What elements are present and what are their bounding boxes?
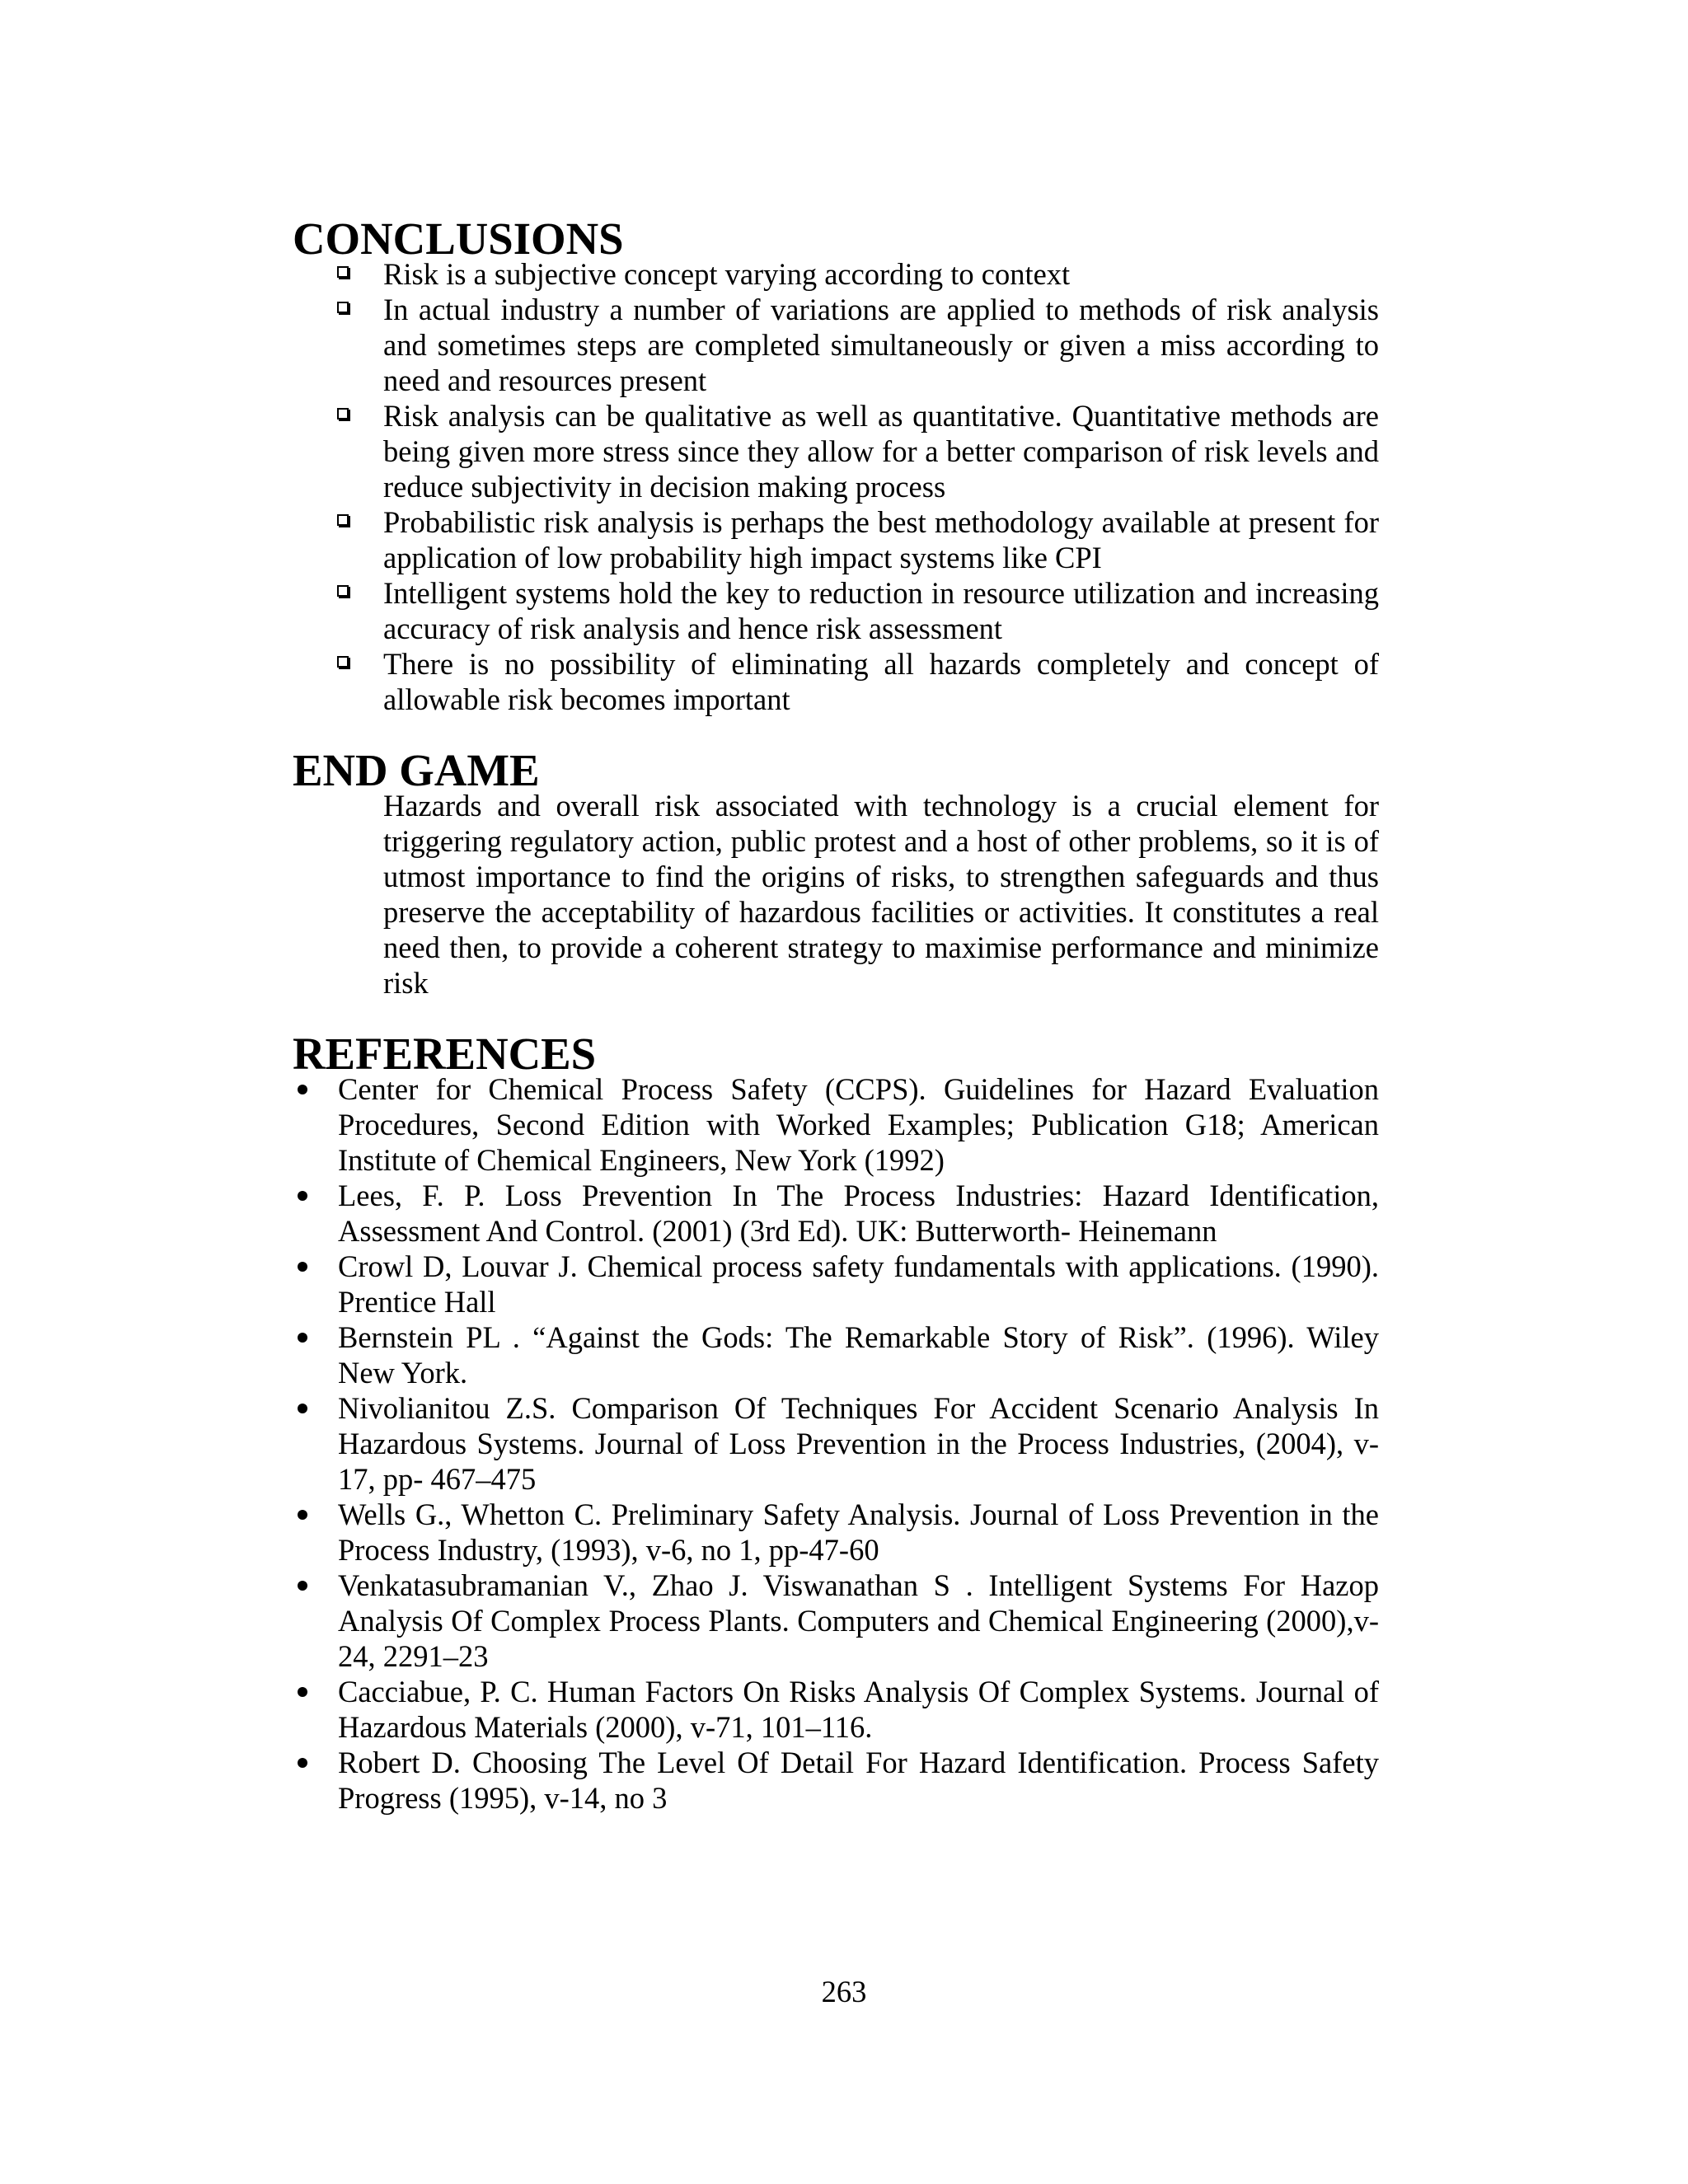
- bullet-icon: [298, 1191, 307, 1201]
- reference-text: Lees, F. P. Loss Prevention In The Process Industries: Hazard Identification, Assessment And Control. (2001) (3rd Ed). UK: Butterworth- Heinemann: [338, 1179, 1379, 1248]
- reference-item: [338, 1674, 1379, 1745]
- reference-text: Cacciabue, P. C. Human Factors On Risks Analysis Of Complex Systems. Journal of Hazardous Materials (2000), v-71, 101–116.: [338, 1675, 1379, 1744]
- page-content: [293, 213, 1379, 1816]
- reference-item: [338, 1249, 1379, 1319]
- bullet-icon: [298, 1085, 307, 1094]
- checkbox-icon: [337, 266, 349, 278]
- list-item: [383, 504, 1379, 575]
- bullet-icon: [298, 1404, 307, 1413]
- end-game-section: [293, 745, 1379, 1001]
- bullet-icon: [298, 1333, 307, 1343]
- reference-item: [338, 1568, 1379, 1674]
- checkbox-icon: [337, 514, 349, 526]
- end-game-heading: END GAME: [293, 745, 540, 795]
- list-item-text: In actual industry a number of variations are applied to methods of risk analysis and sometimes steps are completed simultaneously or given a miss according to need and resources present: [383, 293, 1379, 397]
- reference-text: Bernstein PL . “Against the Gods: The Remarkable Story of Risk”. (1996). Wiley New York.: [338, 1320, 1379, 1390]
- conclusions-section: [293, 213, 1379, 717]
- bullet-icon: [298, 1581, 307, 1591]
- reference-item: [338, 1390, 1379, 1497]
- conclusions-list: [383, 256, 1379, 717]
- reference-item: [338, 1745, 1379, 1816]
- list-item-text: Intelligent systems hold the key to reduction in resource utilization and increasing accuracy of risk analysis and hence risk assessment: [383, 576, 1379, 645]
- checkbox-icon: [337, 585, 349, 597]
- page-number: 263: [821, 1975, 867, 2008]
- list-item: [383, 256, 1379, 292]
- list-item: [383, 292, 1379, 398]
- reference-item: [338, 1497, 1379, 1568]
- reference-item: [338, 1178, 1379, 1249]
- references-section: [293, 1029, 1379, 1816]
- reference-text: Nivolianitou Z.S. Comparison Of Techniques For Accident Scenario Analysis In Hazardous Systems. Journal of Loss Prevention in the Process Industries, (2004), v-17, pp- 467–475: [338, 1391, 1379, 1496]
- list-item-text: There is no possibility of eliminating all hazards completely and concept of allowable risk becomes important: [383, 647, 1379, 716]
- checkbox-icon: [337, 302, 349, 313]
- checkbox-icon: [337, 408, 349, 419]
- reference-text: Wells G., Whetton C. Preliminary Safety Analysis. Journal of Loss Prevention in the Process Industry, (1993), v-6, no 1, pp-47-60: [338, 1497, 1379, 1567]
- list-item: [383, 575, 1379, 646]
- reference-text: Robert D. Choosing The Level Of Detail For Hazard Identification. Process Safety Progress (1995), v-14, no 3: [338, 1746, 1379, 1815]
- references-heading: REFERENCES: [293, 1029, 597, 1079]
- reference-text: Crowl D, Louvar J. Chemical process safety fundamentals with applications. (1990). Prentice Hall: [338, 1249, 1379, 1319]
- references-list: [338, 1071, 1379, 1816]
- reference-item: [338, 1319, 1379, 1390]
- reference-text: Venkatasubramanian V., Zhao J. Viswanathan S . Intelligent Systems For Hazop Analysis Of Complex Process Plants. Computers and Chemical Engineering (2000),v-24, 2291–23: [338, 1568, 1379, 1673]
- list-item-text: Risk is a subjective concept varying according to context: [383, 257, 1071, 291]
- list-item: [383, 398, 1379, 504]
- conclusions-heading: CONCLUSIONS: [293, 213, 624, 264]
- reference-item: [338, 1071, 1379, 1178]
- list-item-text: Risk analysis can be qualitative as well as quantitative. Quantitative methods are being given more stress since they allow for a better comparison of risk levels and reduce subjectivity in decision making process: [383, 399, 1379, 504]
- list-item-text: Probabilistic risk analysis is perhaps the best methodology available at present for application of low probability high impact systems like CPI: [383, 505, 1379, 574]
- checkbox-icon: [337, 656, 349, 668]
- list-item: [383, 646, 1379, 717]
- bullet-icon: [298, 1758, 307, 1768]
- bullet-icon: [298, 1510, 307, 1520]
- reference-text: Center for Chemical Process Safety (CCPS). Guidelines for Hazard Evaluation Procedures, Second Edition with Worked Examples; Publication G18; American Institute of Chemical Engineers, New York (1992): [338, 1072, 1379, 1177]
- bullet-icon: [298, 1262, 307, 1272]
- bullet-icon: [298, 1687, 307, 1697]
- end-game-paragraph: Hazards and overall risk associated with technology is a crucial element for triggering regulatory action, public protest and a host of other problems, so it is of utmost importance to find the origins of risks, to strengthen safeguards and thus preserve the acceptability of hazardous facilities or activities. It constitutes a real need then, to provide a coherent strategy to maximise performance and minimize risk: [383, 789, 1379, 1000]
